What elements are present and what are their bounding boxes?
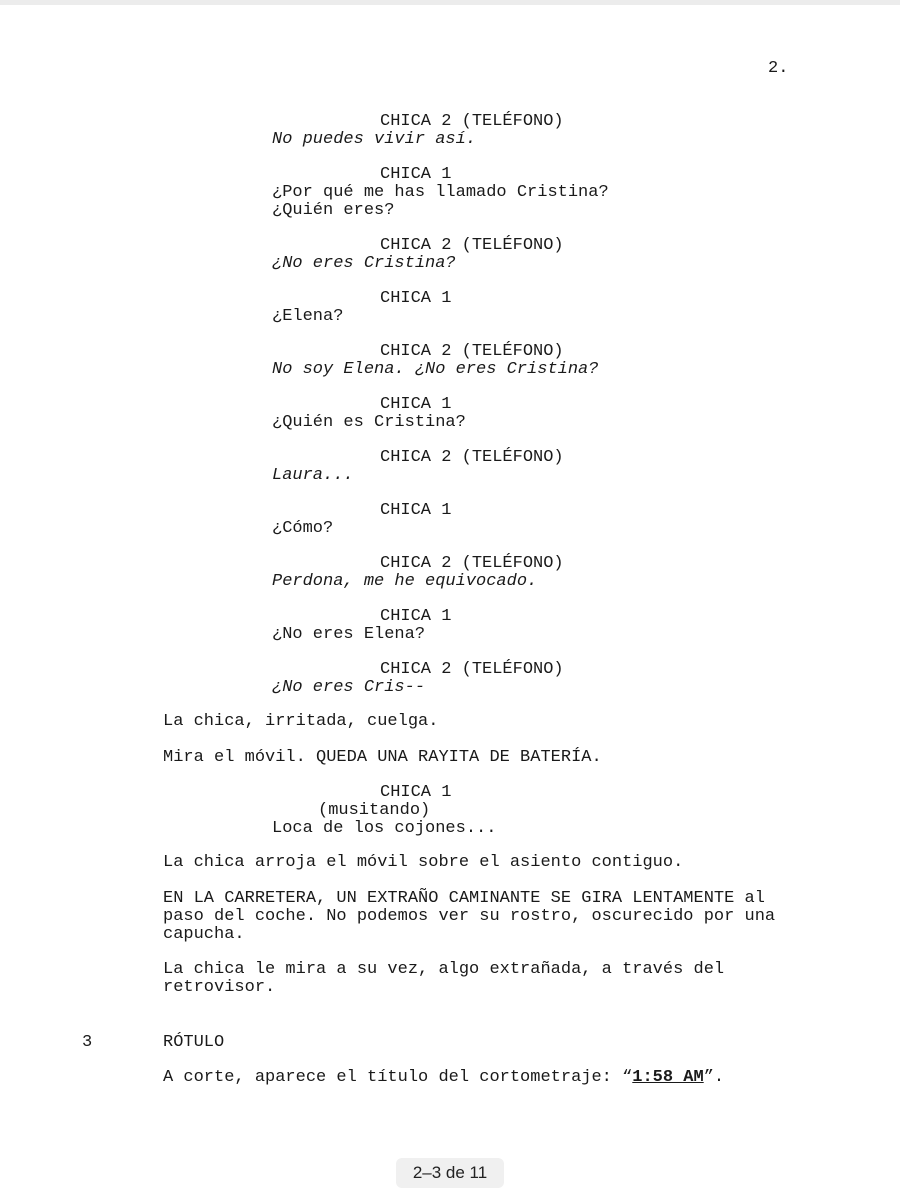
character-name: CHICA 2 (TELÉFONO) — [380, 112, 564, 131]
scene-number: 3 — [82, 1033, 93, 1052]
dialogue-line: ¿Quién eres? — [272, 201, 395, 220]
character-name: CHICA 2 (TELÉFONO) — [380, 554, 564, 573]
character-name: CHICA 2 (TELÉFONO) — [380, 342, 564, 361]
action-line: Mira el móvil. QUEDA UNA RAYITA DE BATERÍA. — [163, 748, 602, 767]
dialogue-line: Loca de los cojones... — [272, 819, 497, 838]
page-number: 2. — [768, 59, 789, 78]
short-film-title: 1:58 AM — [632, 1068, 704, 1087]
dialogue-line: Laura... — [272, 466, 354, 485]
dialogue-line: ¿Elena? — [272, 307, 344, 326]
scene-heading: RÓTULO — [163, 1033, 225, 1052]
character-name: CHICA 1 — [380, 607, 452, 626]
character-name: CHICA 2 (TELÉFONO) — [380, 660, 564, 679]
character-name: CHICA 1 — [380, 395, 452, 414]
dialogue-line: ¿Cómo? — [272, 519, 334, 538]
action-line: La chica arroja el móvil sobre el asiento contiguo. — [163, 853, 684, 872]
action-line: La chica, irritada, cuelga. — [163, 712, 439, 731]
page-indicator: 2–3 de 11 — [396, 1158, 504, 1188]
action-line: La chica le mira a su vez, algo extrañada, a través del — [163, 960, 725, 979]
character-name: CHICA 1 — [380, 165, 452, 184]
action-line: retrovisor. — [163, 978, 276, 997]
character-name: CHICA 2 (TELÉFONO) — [380, 236, 564, 255]
action-text: A corte, aparece el título del cortometraje: “ — [163, 1068, 633, 1087]
dialogue-line: ¿No eres Cris-- — [272, 678, 426, 697]
dialogue-line: ¿Por qué me has llamado Cristina? — [272, 183, 609, 202]
action-line: capucha. — [163, 925, 245, 944]
dialogue-line: Perdona, me he equivocado. — [272, 572, 538, 591]
dialogue-line: No soy Elena. ¿No eres Cristina? — [272, 360, 599, 379]
dialogue-line: ¿No eres Elena? — [272, 625, 426, 644]
action-line: EN LA CARRETERA, UN EXTRAÑO CAMINANTE SE GIRA LENTAMENTE al — [163, 889, 765, 908]
action-line-title — [163, 1069, 724, 1087]
character-name: CHICA 1 — [380, 501, 452, 520]
character-name: CHICA 1 — [380, 783, 452, 802]
parenthetical: (musitando) — [318, 801, 431, 820]
action-line: paso del coche. No podemos ver su rostro, oscurecido por una — [163, 907, 776, 926]
character-name: CHICA 1 — [380, 289, 452, 308]
dialogue-line: ¿Quién es Cristina? — [272, 413, 466, 432]
character-name: CHICA 2 (TELÉFONO) — [380, 448, 564, 467]
dialogue-line: ¿No eres Cristina? — [272, 254, 456, 273]
dialogue-line: No puedes vivir así. — [272, 130, 477, 149]
action-text-end: ”. — [703, 1068, 725, 1087]
